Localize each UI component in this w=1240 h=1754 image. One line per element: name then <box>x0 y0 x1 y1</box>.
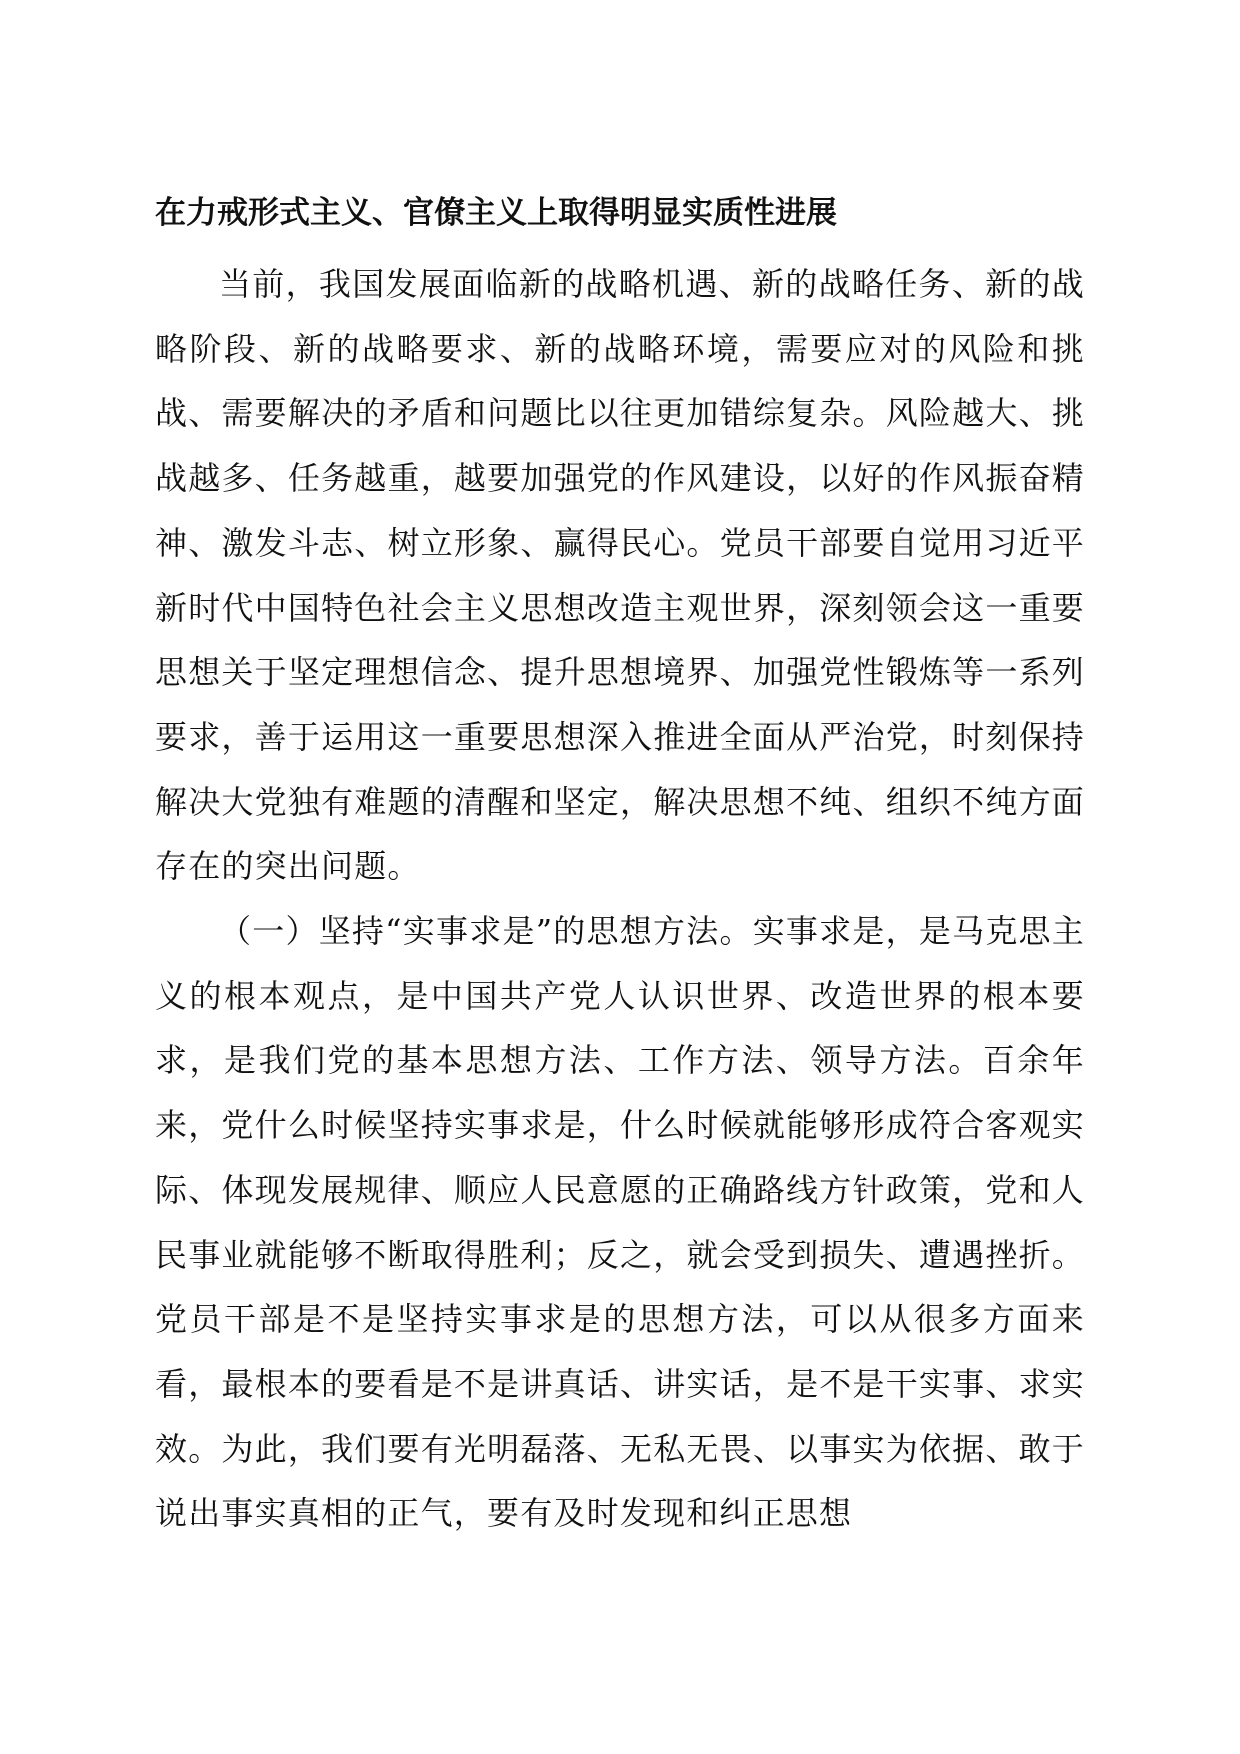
document-title: 在力戒形式主义、官僚主义上取得明显实质性进展 <box>155 195 837 231</box>
body-paragraph-1: 当前，我国发展面临新的战略机遇、新的战略任务、新的战略阶段、新的战略要求、新的战略环境，需要应对的风险和挑战、需要解决的矛盾和问题比以往更加错综复杂。风险越大、挑战越多、任务越重，越要加强党的作风建设，以好的作风振奋精神、激发斗志、树立形象、赢得民心。党员干部要自觉用习近平新时代中国特色社会主义思想改造主观世界，深刻领会这一重要思想关于坚定理想信念、提升思想境界、加强党性锻炼等一系列要求，善于运用这一重要思想深入推进全面从严治党，时刻保持解决大党独有难题的清醒和坚定，解决思想不纯、组织不纯方面存在的突出问题。 <box>155 265 1085 886</box>
body-paragraph-2: （一）坚持“实事求是”的思想方法。实事求是，是马克思主义的根本观点，是中国共产党人认识世界、改造世界的根本要求，是我们党的基本思想方法、工作方法、领导方法。百余年来，党什么时候坚持实事求是，什么时候就能够形成符合客观实际、体现发展规律、顺应人民意愿的正确路线方针政策，党和人民事业就能够不断取得胜利；反之，就会受到损失、遭遇挫折。党员干部是不是坚持实事求是的思想方法，可以从很多方面来看，最根本的要看是不是讲真话、讲实话，是不是干实事、求实效。为此，我们要有光明磊落、无私无畏、以事实为依据、敢于说出事实真相的正气，要有及时发现和纠正思想 <box>155 912 1085 1533</box>
